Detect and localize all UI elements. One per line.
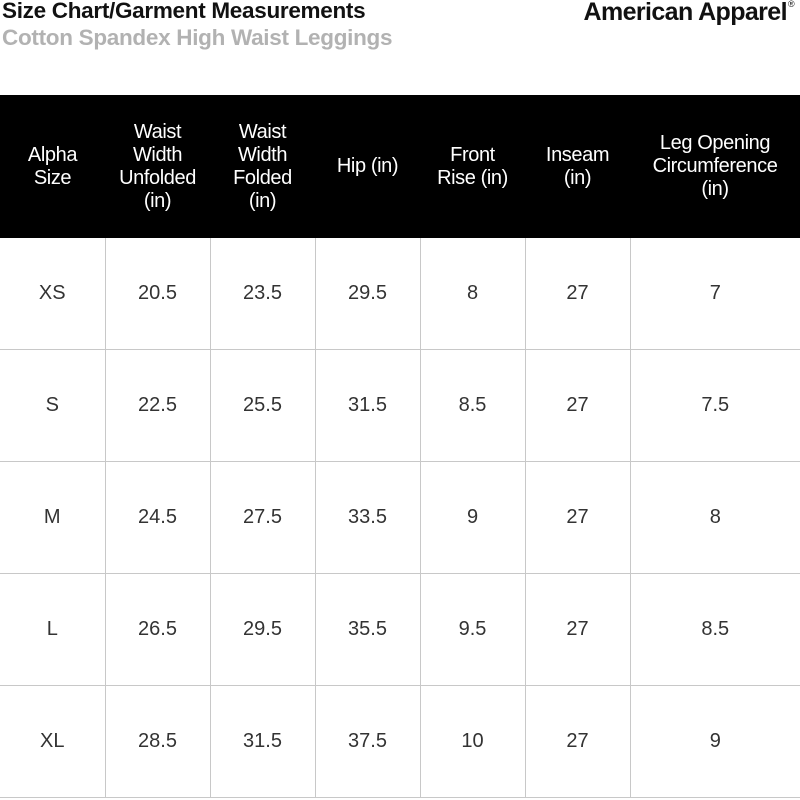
table-row (0, 686, 800, 798)
product-subtitle: Cotton Spandex High Waist Leggings (2, 25, 393, 50)
measurement-cell: 8.5 (630, 574, 800, 686)
measurement-cell: 23.5 (210, 238, 315, 350)
brand-logo (584, 0, 794, 27)
column-header-line: Hip (in) (336, 155, 399, 177)
measurement-cell: 9 (630, 686, 800, 798)
measurement-cell: 26.5 (105, 574, 210, 686)
measurement-cell: 33.5 (315, 462, 420, 574)
brand-name: American Apparel (583, 0, 787, 26)
column-header-leg-opening (630, 95, 800, 238)
measurement-cell: 35.5 (315, 574, 420, 686)
measurement-cell: 9 (420, 462, 525, 574)
column-header-line: Waist (133, 120, 182, 143)
size-label-cell: S (0, 350, 105, 462)
measurement-cell: 27 (525, 574, 630, 686)
column-header-line: Circumference (652, 155, 778, 177)
column-header-line: (in) (563, 166, 592, 189)
measurement-cell: 27 (525, 686, 630, 798)
column-header-line: Folded (233, 166, 292, 189)
column-header-waist-folded (210, 95, 315, 238)
measurement-cell: 31.5 (315, 350, 420, 462)
column-header-hip (315, 95, 420, 238)
column-header-line: Width (132, 143, 183, 166)
measurement-cell: 31.5 (210, 686, 315, 798)
measurement-cell: 9.5 (420, 574, 525, 686)
page-title: Size Chart/Garment Measurements (2, 0, 366, 23)
size-label-cell: XL (0, 686, 105, 798)
size-label-cell: M (0, 462, 105, 574)
column-header-line: (in) (143, 189, 172, 212)
measurement-cell: 20.5 (105, 238, 210, 350)
size-rows (0, 238, 800, 798)
measurement-cell: 24.5 (105, 462, 210, 574)
column-header-waist-unfolded (105, 95, 210, 238)
measurement-cell: 25.5 (210, 350, 315, 462)
measurement-cell: 27.5 (210, 462, 315, 574)
measurement-cell: 22.5 (105, 350, 210, 462)
column-header-line: Waist (238, 120, 287, 143)
measurement-cell: 7.5 (630, 350, 800, 462)
measurement-cell: 27 (525, 462, 630, 574)
measurement-cell: 7 (630, 238, 800, 350)
measurement-cell: 10 (420, 686, 525, 798)
table-row (0, 574, 800, 686)
column-header-line: (in) (701, 178, 729, 200)
column-header-line: Rise (in) (437, 166, 508, 189)
column-header-line: Alpha (27, 143, 78, 166)
column-header-front-rise (420, 95, 525, 238)
column-header-inseam (525, 95, 630, 238)
registered-mark: ® (787, 0, 794, 9)
measurement-cell: 27 (525, 350, 630, 462)
column-header-line: Leg Opening (659, 132, 771, 154)
measurement-cell: 29.5 (315, 238, 420, 350)
column-header-line: Size (33, 166, 72, 189)
table-row (0, 350, 800, 462)
column-header-line: Front (450, 143, 495, 166)
column-header-line: Unfolded (119, 166, 196, 189)
measurement-cell: 28.5 (105, 686, 210, 798)
measurement-cell: 8 (630, 462, 800, 574)
measurement-cell: 8 (420, 238, 525, 350)
measurement-cell: 27 (525, 238, 630, 350)
table-row (0, 238, 800, 350)
column-header-line: (in) (248, 189, 277, 212)
table-row (0, 462, 800, 574)
column-header-line: Width (237, 143, 288, 166)
measurement-cell: 29.5 (210, 574, 315, 686)
column-header-alpha (0, 95, 105, 238)
header-row (0, 95, 800, 238)
measurement-cell: 8.5 (420, 350, 525, 462)
size-label-cell: L (0, 574, 105, 686)
column-header-line: Inseam (545, 143, 610, 166)
size-label-cell: XS (0, 238, 105, 350)
size-chart-table (0, 95, 800, 798)
measurement-cell: 37.5 (315, 686, 420, 798)
